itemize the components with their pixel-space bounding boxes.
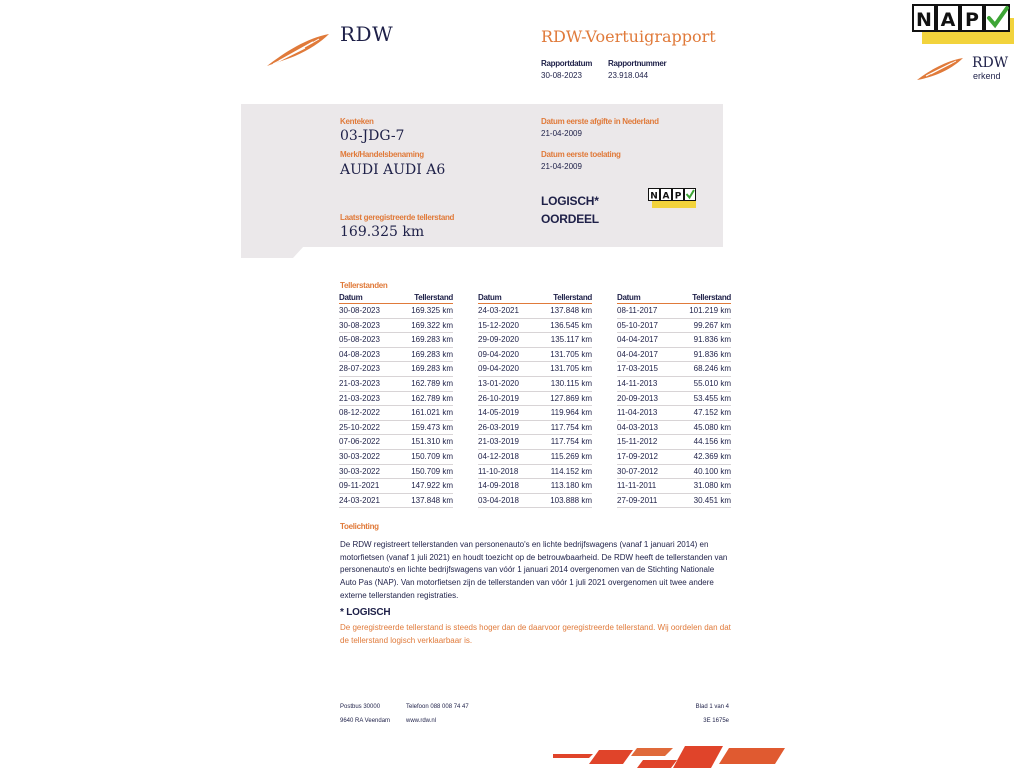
table-row: [478, 392, 592, 407]
odometer-value: 169.325 km: [340, 224, 425, 240]
table-row: [478, 479, 592, 494]
table-row: [617, 494, 731, 509]
first-nl-value: 21-04-2009: [541, 129, 582, 138]
row-reading: 119.964 km: [550, 408, 592, 418]
table-row: [617, 435, 731, 450]
table-row: [339, 450, 453, 465]
make-label: Merk/Handelsbenaming: [340, 150, 424, 159]
row-reading: 53.455 km: [693, 393, 731, 403]
footer-website[interactable]: www.rdw.nl: [406, 718, 437, 724]
row-reading: 115.269 km: [550, 451, 592, 461]
report-date-label: Rapportdatum: [541, 59, 593, 68]
row-date: 30-03-2022: [339, 466, 380, 476]
nap-letter: A: [940, 9, 956, 31]
row-reading: 150.709 km: [411, 451, 453, 461]
report-date: 30-08-2023: [541, 71, 582, 80]
row-reading: 131.705 km: [550, 349, 592, 359]
column-header-reading: Tellerstand: [692, 293, 731, 302]
footer-code: 3E 1675e: [703, 718, 729, 724]
footer-postcode: 9640 RA Veendam: [340, 718, 391, 724]
table-row: [339, 479, 453, 494]
row-reading: 147.922 km: [411, 481, 453, 491]
verdict: [541, 192, 599, 228]
first-nl-label: Datum eerste afgifte in Nederland: [541, 117, 659, 126]
row-reading: 150.709 km: [411, 466, 453, 476]
brand-name: RDW: [340, 22, 394, 46]
table-row: [617, 377, 731, 392]
nap-letter: P: [965, 9, 979, 31]
nap-letter: N: [650, 191, 658, 202]
panel-tail-shape: [241, 246, 304, 258]
table-row: [617, 333, 731, 348]
row-date: 28-07-2023: [339, 364, 380, 374]
row-reading: 103.888 km: [550, 495, 592, 505]
table-row: [339, 435, 453, 450]
table-row: [339, 377, 453, 392]
column-header-reading: Tellerstand: [553, 293, 592, 302]
table-row: [617, 319, 731, 334]
row-date: 09-04-2020: [478, 349, 519, 359]
table-row: [339, 304, 453, 319]
row-reading: 169.283 km: [411, 349, 453, 359]
table-row: [478, 333, 592, 348]
row-date: 08-11-2017: [617, 306, 658, 315]
first-admission-value: 21-04-2009: [541, 162, 582, 171]
row-reading: 169.283 km: [411, 364, 453, 374]
odometer-column-header: [617, 293, 731, 304]
row-reading: 131.705 km: [550, 364, 592, 374]
report-title: RDW-Voertuigrapport: [541, 27, 716, 46]
row-date: 21-03-2023: [339, 378, 380, 388]
erkend-brand: RDW: [972, 55, 1009, 71]
row-date: 25-10-2022: [339, 422, 380, 432]
odometer-column-header: [478, 293, 592, 304]
table-row: [617, 392, 731, 407]
column-header-reading: Tellerstand: [414, 293, 453, 302]
rdw-logo-icon: [265, 30, 331, 70]
row-date: 13-01-2020: [478, 378, 519, 388]
table-row: [617, 406, 731, 421]
row-reading: 169.283 km: [411, 335, 453, 345]
row-date: 24-03-2021: [339, 495, 380, 505]
table-row: [617, 479, 731, 494]
row-date: 21-03-2023: [339, 393, 380, 403]
row-date: 09-04-2020: [478, 364, 519, 374]
row-date: 05-10-2017: [617, 320, 658, 330]
row-reading: 114.152 km: [550, 466, 592, 476]
row-reading: 101.219 km: [689, 306, 731, 315]
row-date: 04-04-2017: [617, 335, 658, 345]
row-date: 14-11-2013: [617, 378, 658, 388]
table-row: [339, 494, 453, 509]
odometer-column-header: [339, 293, 453, 304]
footer-phone: Telefoon 088 008 74 47: [406, 704, 469, 710]
row-reading: 47.152 km: [693, 408, 731, 418]
row-reading: 130.115 km: [550, 378, 592, 388]
row-reading: 113.180 km: [550, 481, 592, 491]
row-date: 04-08-2023: [339, 349, 380, 359]
table-row: [339, 421, 453, 436]
plate-value: 03-JDG-7: [340, 128, 405, 144]
row-reading: 127.869 km: [550, 393, 592, 403]
row-reading: 30.451 km: [693, 495, 731, 505]
odometer-label: Laatst geregistreerde tellerstand: [340, 213, 455, 222]
table-row: [478, 435, 592, 450]
nap-letter: P: [674, 191, 682, 202]
row-date: 15-12-2020: [478, 320, 519, 330]
row-reading: 42.369 km: [693, 451, 731, 461]
row-reading: 162.789 km: [411, 393, 453, 403]
row-date: 05-08-2023: [339, 335, 380, 345]
row-date: 04-12-2018: [478, 451, 519, 461]
row-date: 20-09-2013: [617, 393, 658, 403]
row-date: 07-06-2022: [339, 437, 380, 447]
row-date: 09-11-2021: [339, 481, 380, 491]
row-reading: 137.848 km: [550, 306, 592, 315]
row-date: 03-04-2018: [478, 495, 519, 505]
table-row: [339, 348, 453, 363]
table-row: [339, 406, 453, 421]
make-value: AUDI AUDI A6: [340, 162, 446, 178]
table-row: [478, 450, 592, 465]
table-row: [339, 392, 453, 407]
table-row: [617, 304, 731, 319]
report-number: 23.918.044: [608, 71, 649, 80]
row-reading: 159.473 km: [411, 422, 453, 432]
table-row: [617, 465, 731, 480]
row-date: 21-03-2019: [478, 437, 519, 447]
table-row: [339, 319, 453, 334]
row-date: 26-10-2019: [478, 393, 519, 403]
decorative-stripes: [553, 746, 785, 768]
row-date: 11-11-2011: [617, 481, 657, 491]
first-admission-label: Datum eerste toelating: [541, 150, 621, 159]
row-reading: 137.848 km: [411, 495, 453, 505]
row-date: 14-05-2019: [478, 408, 519, 418]
row-date: 15-11-2012: [617, 437, 658, 447]
table-row: [339, 362, 453, 377]
row-date: 29-09-2020: [478, 335, 519, 345]
odometer-column: [617, 293, 731, 508]
verdict-line-1: LOGISCH*: [541, 194, 599, 208]
table-row: [617, 450, 731, 465]
plate-label: Kenteken: [340, 117, 374, 126]
footer-page: Blad 1 van 4: [695, 704, 729, 710]
table-row: [617, 348, 731, 363]
row-reading: 117.754 km: [550, 437, 592, 447]
row-date: 17-09-2012: [617, 451, 658, 461]
row-date: 11-10-2018: [478, 466, 519, 476]
table-row: [478, 465, 592, 480]
rdw-erkend-logo-icon: [916, 56, 964, 82]
row-reading: 44.156 km: [693, 437, 731, 447]
logisch-title: * LOGISCH: [340, 607, 391, 618]
row-reading: 169.325 km: [411, 306, 453, 315]
table-row: [478, 406, 592, 421]
table-row: [478, 304, 592, 319]
row-reading: 136.545 km: [550, 320, 592, 330]
odometer-table-title: Tellerstanden: [340, 281, 388, 290]
row-date: 11-04-2013: [617, 408, 658, 418]
table-row: [339, 465, 453, 480]
row-reading: 99.267 km: [693, 320, 731, 330]
row-reading: 55.010 km: [693, 378, 731, 388]
row-reading: 68.246 km: [693, 364, 731, 374]
explanation-title: Toelichting: [340, 522, 379, 531]
odometer-column: [339, 293, 453, 508]
table-row: [339, 333, 453, 348]
table-row: [478, 421, 592, 436]
row-date: 04-04-2017: [617, 349, 658, 359]
nap-small-icon: [648, 188, 696, 208]
table-row: [478, 319, 592, 334]
row-reading: 135.117 km: [550, 335, 592, 345]
nap-letter: A: [662, 191, 670, 202]
row-date: 04-03-2013: [617, 422, 658, 432]
logisch-text: De geregistreerde tellerstand is steeds hoger dan de daarvoor geregistreerde tellerstand. Wij oordelen dan dat de tellerstand logisch verklaarbaar is.: [340, 623, 731, 645]
report-number-label: Rapportnummer: [608, 59, 667, 68]
table-row: [617, 362, 731, 377]
verdict-line-2: OORDEEL: [541, 212, 599, 226]
row-date: 30-08-2023: [339, 306, 380, 315]
row-reading: 91.836 km: [693, 335, 731, 345]
row-reading: 162.789 km: [411, 378, 453, 388]
row-date: 24-03-2021: [478, 306, 519, 315]
table-row: [617, 421, 731, 436]
table-row: [478, 377, 592, 392]
table-row: [478, 494, 592, 509]
table-row: [478, 362, 592, 377]
row-reading: 40.100 km: [693, 466, 731, 476]
row-date: 14-09-2018: [478, 481, 519, 491]
row-date: 30-07-2012: [617, 466, 658, 476]
row-reading: 45.080 km: [693, 422, 731, 432]
row-date: 17-03-2015: [617, 364, 658, 374]
row-reading: 117.754 km: [550, 422, 592, 432]
footer-po-box: Postbus 30000: [340, 704, 381, 710]
row-date: 26-03-2019: [478, 422, 519, 432]
row-reading: 31.080 km: [693, 481, 731, 491]
row-reading: 151.310 km: [411, 437, 453, 447]
row-reading: 169.322 km: [411, 320, 453, 330]
row-date: 30-08-2023: [339, 320, 380, 330]
odometer-column: [478, 293, 592, 508]
column-header-date: Datum: [617, 293, 641, 302]
column-header-date: Datum: [478, 293, 502, 302]
erkend-label: erkend: [973, 71, 1001, 81]
explanation-text: De RDW registreert tellerstanden van personenauto's en lichte bedrijfswagens (vanaf 1 januari 2014) en motorfietsen (vanaf 1 juli 2021) en houdt toezicht op de betrouwbaarheid. De RDW heeft de tellerstanden van personenauto's en lichte bedrijfswagens van vóór 1 januari 2014 overgenomen van de Stichting Nationale Auto Pas (NAP). Van motorfietsen zijn de tellerstanden van vóór 1 juli 2021 overgenomen uit twee andere externe tellerstanden registraties.: [340, 540, 728, 600]
nap-letter: N: [916, 9, 932, 31]
column-header-date: Datum: [339, 293, 363, 302]
row-date: 08-12-2022: [339, 408, 380, 418]
row-reading: 161.021 km: [411, 408, 453, 418]
row-reading: 91.836 km: [693, 349, 731, 359]
row-date: 27-09-2011: [617, 495, 658, 505]
nap-badge-icon: [912, 4, 1014, 44]
row-date: 30-03-2022: [339, 451, 380, 461]
table-row: [478, 348, 592, 363]
